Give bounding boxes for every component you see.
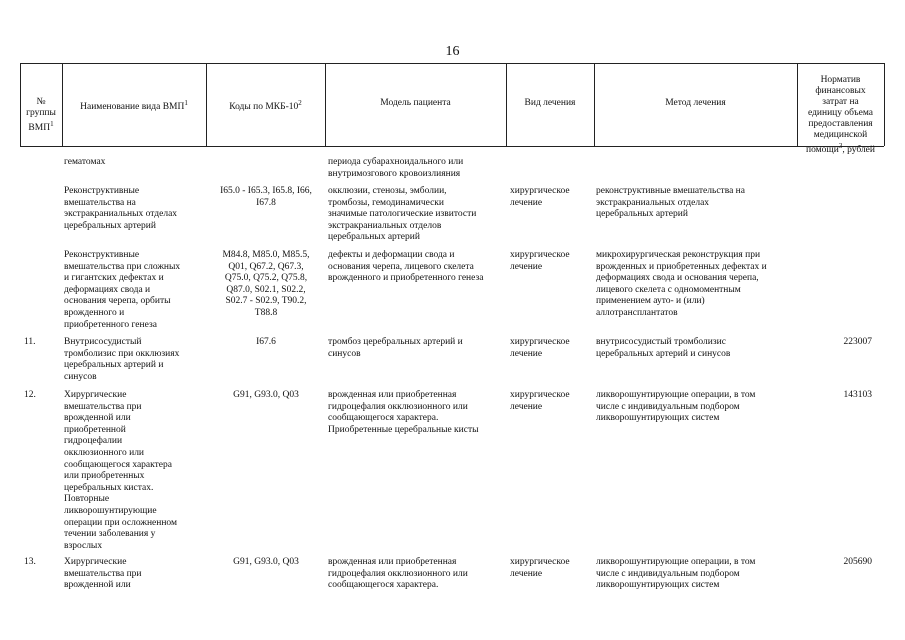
patient-model-cell: врожденная или приобретенная гидроцефалия окклюзионного или сообщающегося характера. (328, 557, 468, 591)
treatment-type-cell: хирургическое лечение (510, 337, 570, 359)
footnote-mark: 2 (298, 99, 302, 107)
footnote-mark: 3 (838, 142, 843, 150)
vmp-name-cell: Внутрисосудистый тромболизис при окклюзиях церебральных артерий и синусов (64, 337, 180, 382)
financial-normative-cell: 205690 (843, 557, 872, 567)
header-icd-codes (206, 98, 325, 113)
header-financial-normative-tail: , рублей (842, 145, 875, 156)
vmp-name-cell: Хирургические вмешательства при врожденной или (64, 557, 142, 591)
page-number: 16 (445, 44, 460, 59)
footnote-mark: 1 (184, 99, 188, 107)
header-group-number-text: № группы ВМП (26, 97, 56, 134)
group-number-cell: 12. (24, 390, 36, 400)
patient-model-cell: тромбоз церебральных артерий и синусов (328, 337, 463, 359)
patient-model-cell: врожденная или приобретенная гидроцефалия окклюзионного или сообщающегося характера. Приобретенные церебральные кисты (328, 390, 479, 435)
patient-model-cell: дефекты и деформации свода и основания черепа, лицевого скелета врожденного и приобретенного генеза (328, 250, 484, 284)
icd-codes-cell: M84.8, M85.0, M85.5, Q01, Q67.2, Q67.3, Q75.0, Q75.2, Q75.8, Q87.0, S02.1, S02.2, S02.7 - S02.9, T90.2, T88.8 (222, 250, 310, 318)
vmp-name-cell: Хирургические вмешательства при врожденной или приобретенной гидроцефалии окклюзионного или сообщающегося характера или приобретенных церебральных кистах. Повторные ликворошунтирующие операции при осложненном течении заболевания у взрослых (64, 390, 178, 551)
vmp-name-cell: Реконструктивные вмешательства на экстракраниальных отделах церебральных артерий (64, 186, 178, 231)
treatment-method-cell: ликворошунтирующие операции, в том числе с индивидуальным подбором ликворошунтирующих систем (596, 557, 756, 591)
header-col-divider (884, 63, 885, 146)
header-icd-codes-text: Коды по МКБ-10 (229, 102, 299, 113)
patient-model-cell: окклюзии, стенозы, эмболии, тромбозы, гемодинамически значимые патологические извитости экстракраниальных отделов церебральных артерий (328, 186, 477, 243)
header-financial-normative-text: Норматив финансовых затрат на единицу объема предоставления медицинской помощи (806, 75, 874, 156)
icd-codes-cell: G91, G93.0, Q03 (233, 390, 299, 400)
treatment-type-cell: хирургическое лечение (510, 557, 570, 579)
header-vmp-name-text: Наименование вида ВМП (80, 102, 185, 113)
treatment-type-cell: хирургическое лечение (510, 250, 570, 272)
vmp-name-cell: гематомах (64, 157, 106, 167)
patient-model-cell: периода субарахноидального или внутримозгового кровоизлияния (328, 157, 464, 179)
header-financial-normative (797, 64, 884, 156)
treatment-type-cell: хирургическое лечение (510, 186, 570, 208)
treatment-method-cell: ликворошунтирующие операции, в том числе с индивидуальным подбором ликворошунтирующих систем (596, 390, 756, 424)
group-number-cell: 11. (24, 337, 36, 347)
group-number-cell: 13. (24, 557, 36, 567)
treatment-method-cell: реконструктивные вмешательства на экстракраниальных отделах церебральных артерий (596, 186, 745, 220)
header-patient-model: Модель пациента (380, 98, 451, 108)
header-vmp-name (62, 98, 206, 113)
header-group-number (20, 86, 62, 134)
header-treatment-method: Метод лечения (665, 98, 726, 108)
header-bottom-rule (20, 146, 884, 147)
financial-normative-cell: 223007 (843, 337, 872, 347)
header-top-rule (20, 63, 884, 64)
treatment-method-cell: микрохирургическая реконструкция при врожденных и приобретенных дефектах и деформациях свода и основания черепа, лицевого скелета с одномоментным применением ауто- и (или) аллотрансплантатов (596, 250, 767, 318)
footnote-mark: 1 (50, 120, 54, 128)
header-treatment-type: Вид лечения (524, 98, 576, 108)
financial-normative-cell: 143103 (843, 390, 872, 400)
icd-codes-cell: I67.6 (256, 337, 276, 347)
icd-codes-cell: I65.0 - I65.3, I65.8, I66, I67.8 (220, 186, 312, 208)
treatment-type-cell: хирургическое лечение (510, 390, 570, 412)
vmp-name-cell: Реконструктивные вмешательства при сложных и гигантских дефектах и деформациях свода и основания черепа, орбиты врожденного и приобретенного генеза (64, 250, 181, 330)
treatment-method-cell: внутрисосудистый тромболизис церебральных артерий и синусов (596, 337, 731, 359)
icd-codes-cell: G91, G93.0, Q03 (233, 557, 299, 567)
